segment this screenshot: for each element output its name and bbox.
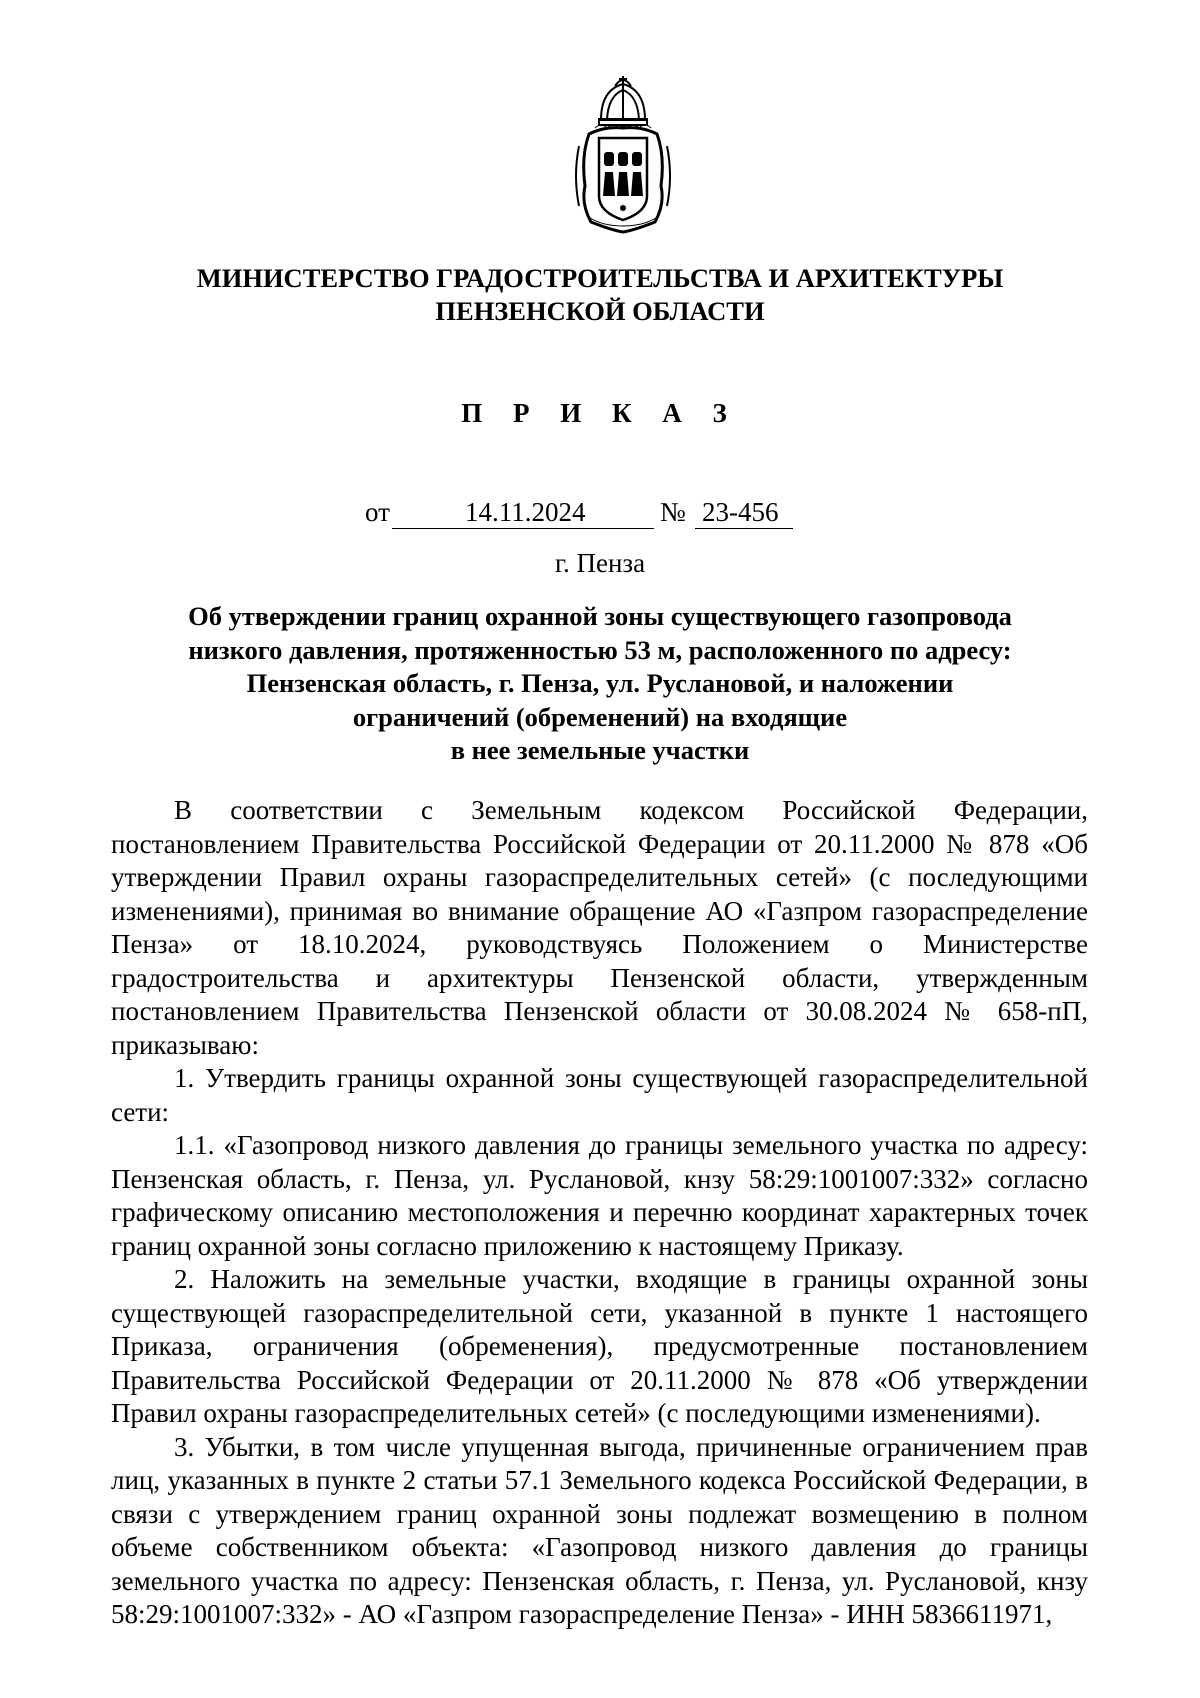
order-subject	[170, 600, 1030, 768]
body-paragraph-item-3: 3. Убытки, в том числе упущенная выгода, причиненные ограничением прав лиц, указанных в пункте 2 статьи 57.1 Земельного кодекса Российской Федерации, в связи с утверждением границ охранной зоны подлежат возмещению в полном объеме собственником объекта: «Газопровод низкого давления до границы земельного участка по адресу: Пензенская область, г. Пенза, ул. Руслановой, кнзу 58:29:1001007:332» - АО «Газпром газораспределение Пенза» - ИНН 5836611971,	[111, 1431, 1088, 1629]
body-paragraph-item-1-1: 1.1. «Газопровод низкого давления до границы земельного участка по адресу: Пензенская область, г. Пенза, ул. Руслановой, кнзу 58:29:1001007:332» согласно графическому описанию местоположения и перечню координат характерных точек границ охранной зоны согласно приложению к настоящему Приказу.	[111, 1130, 1088, 1261]
order-number: 23-456	[702, 497, 779, 527]
number-prefix: №	[660, 497, 686, 527]
penza-coat-of-arms-icon	[571, 76, 675, 234]
document-type-title: П Р И К А З	[461, 398, 739, 428]
subject-line: Пензенская область, г. Пенза, ул. Руслановой, и наложении	[246, 668, 954, 698]
body-paragraph-item-1: 1. Утвердить границы охранной зоны существующей газораспределительной сети:	[111, 1063, 1088, 1127]
subject-line: ограничений (обременений) на входящие	[352, 701, 848, 732]
ministry-line-2: ПЕНЗЕНСКОЙ ОБЛАСТИ	[435, 296, 765, 326]
order-body	[111, 794, 1088, 1632]
subject-line: в нее земельные участки	[450, 735, 750, 765]
ministry-line-1: МИНИСТЕРСТВО ГРАДОСТРОИТЕЛЬСТВА И АРХИТЕКТУРЫ	[196, 263, 1004, 293]
subject-line: Об утверждении границ охранной зоны существующего газопровода	[188, 601, 1012, 631]
date-prefix: от	[365, 497, 390, 527]
order-date-number-line	[365, 497, 872, 531]
subject-line: низкого давления, протяженностью 53 м, расположенного по адресу:	[188, 634, 1012, 665]
body-paragraph-preamble: В соответствии с Земельным кодексом Российской Федерации, постановлением Правительства Российской Федерации от 20.11.2000 № 878 «Об утверждении Правил охраны газораспределительных сетей» (с последующими изменениями), принимая во внимание обращение АО «Газпром газораспределение Пенза» от 18.10.2024, руководствуясь Положением о Министерстве градостроительства и архитектуры Пензенской области, утвержденным постановлением Правительства Пензенской области от 30.08.2024 № 658-пП, приказываю:	[111, 795, 1088, 1060]
body-paragraph-item-2: 2. Наложить на земельные участки, входящие в границы охранной зоны существующей газораспределительной сети, указанной в пункте 1 настоящего Приказа, ограничения (обременения), предусмотренные постановлением Правительства Российской Федерации от 20.11.2000 № 878 «Об утверждении Правил охраны газораспределительных сетей» (с последующими изменениями).	[111, 1264, 1088, 1428]
city-line: г. Пенза	[554, 548, 646, 578]
order-date: 14.11.2024	[465, 497, 586, 527]
ministry-name	[0, 262, 1200, 328]
